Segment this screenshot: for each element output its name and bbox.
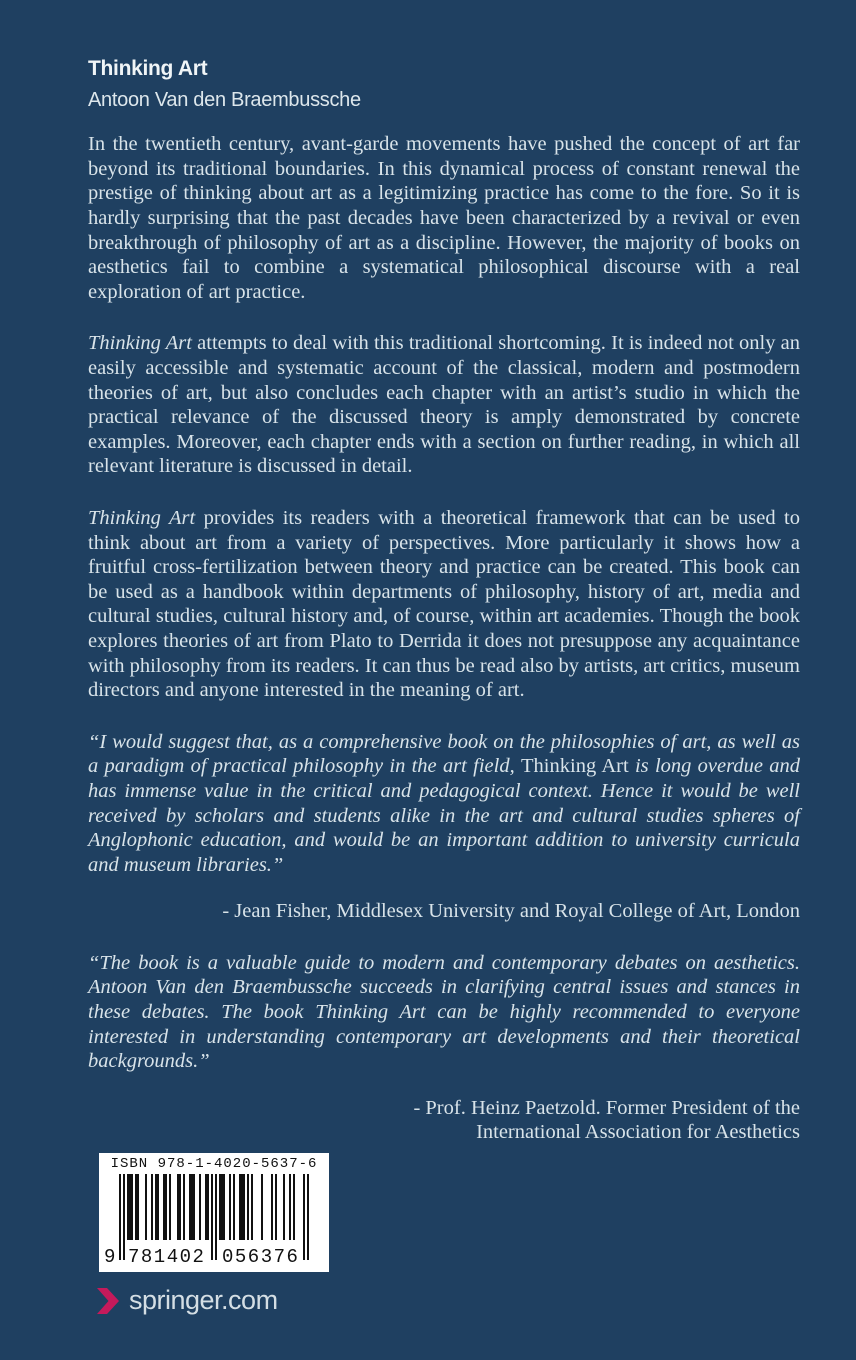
quote-2-attribution-line2: International Association for Aesthetics — [476, 1121, 800, 1144]
paragraph-1 — [88, 132, 800, 304]
springer-logo — [96, 1285, 278, 1316]
book-title: Thinking Art — [88, 57, 208, 80]
quote-1-attribution: - Jean Fisher, Middlesex University and Royal College of Art, London — [222, 900, 800, 923]
paragraph-3-text: provides its readers with a theoretical framework that can be used to think about art from a variety of perspectives. More particularly it shows how a fruitful cross-fertilization between theory and practice can be created. This book can be used as a handbook within departments of philosophy, history of art, media and cultural studies, cultural history and, of course, within art academies. Though the book explores theories of art from Plato to Derrida it does not presuppose any acquaintance with philosophy from its readers. It can thus be read also by artists, art critics, museum directors and anyone interested in the meaning of art. — [88, 506, 800, 702]
barcode — [104, 1174, 309, 1268]
paragraph-2-lead-italic: Thinking Art — [88, 332, 192, 355]
quote-1-part1: “I would suggest that, as a comprehensive book on the philosophies of art, as well as a paradigm of practical philosophy in the art field, — [88, 730, 800, 778]
quote-2-attribution — [88, 1096, 800, 1145]
quote-1-part2: is long overdue and has immense value in the critical and pedagogical context. Hence it would be well received by scholars and students alike in the art and cultural studies spheres of Anglophonic education, and would be an important addition to university curricula and museum libraries.” — [88, 755, 800, 876]
barcode-digits-group1: 781402 — [128, 1246, 206, 1268]
quote-1-book-title-roman: Thinking Art — [521, 755, 629, 778]
paragraph-2 — [88, 331, 800, 479]
paragraph-3 — [88, 506, 800, 703]
isbn-label: ISBN 978-1-4020-5637-6 — [110, 1156, 318, 1172]
review-quote-2: “The book is a valuable guide to modern and contemporary debates on aesthetics. Antoon Van den Braembussche succeeds in clarifying central issues and stances in these debates. The book Thinking Art can be highly recommended to everyone interested in understanding contemporary art developments and their theoretical backgrounds.” — [88, 951, 800, 1073]
barcode-digits-group2: 056376 — [222, 1246, 300, 1268]
book-author: Antoon Van den Braembussche — [88, 89, 361, 112]
paragraph-3-lead-italic: Thinking Art — [88, 506, 196, 529]
cover-text-block — [88, 56, 800, 1166]
barcode-box — [99, 1153, 329, 1272]
review-quote-1 — [88, 730, 800, 878]
paragraph-1-text: In the twentieth century, avant-garde movements have pushed the concept of art far beyond its traditional boundaries. In this dynamical process of constant renewal the prestige of thinking about art as a legitimizing practice has come to the fore. So it is hardly surprising that the past decades have been characterized by a revival or even breakthrough of philosophy of art as a discipline. However, the majority of books on aesthetics fail to combine a systematical philosophical discourse with a real exploration of art practice. — [88, 133, 800, 303]
springer-chevron-icon — [96, 1286, 120, 1316]
quote-2-attribution-line1: - Prof. Heinz Paetzold. Former President of the — [413, 1096, 800, 1119]
barcode-digit-left: 9 — [104, 1246, 117, 1268]
springer-site-label: springer.com — [129, 1285, 278, 1315]
paragraph-2-text: attempts to deal with this traditional shortcoming. It is indeed not only an easily accessible and systematic account of the classical, modern and postmodern theories of art, but also concludes each chapter with an artist’s studio in which the practical relevance of the discussed theory is amply demonstrated by concrete examples. Moreover, each chapter ends with a section on further reading, in which all relevant literature is discussed in detail. — [88, 332, 801, 478]
